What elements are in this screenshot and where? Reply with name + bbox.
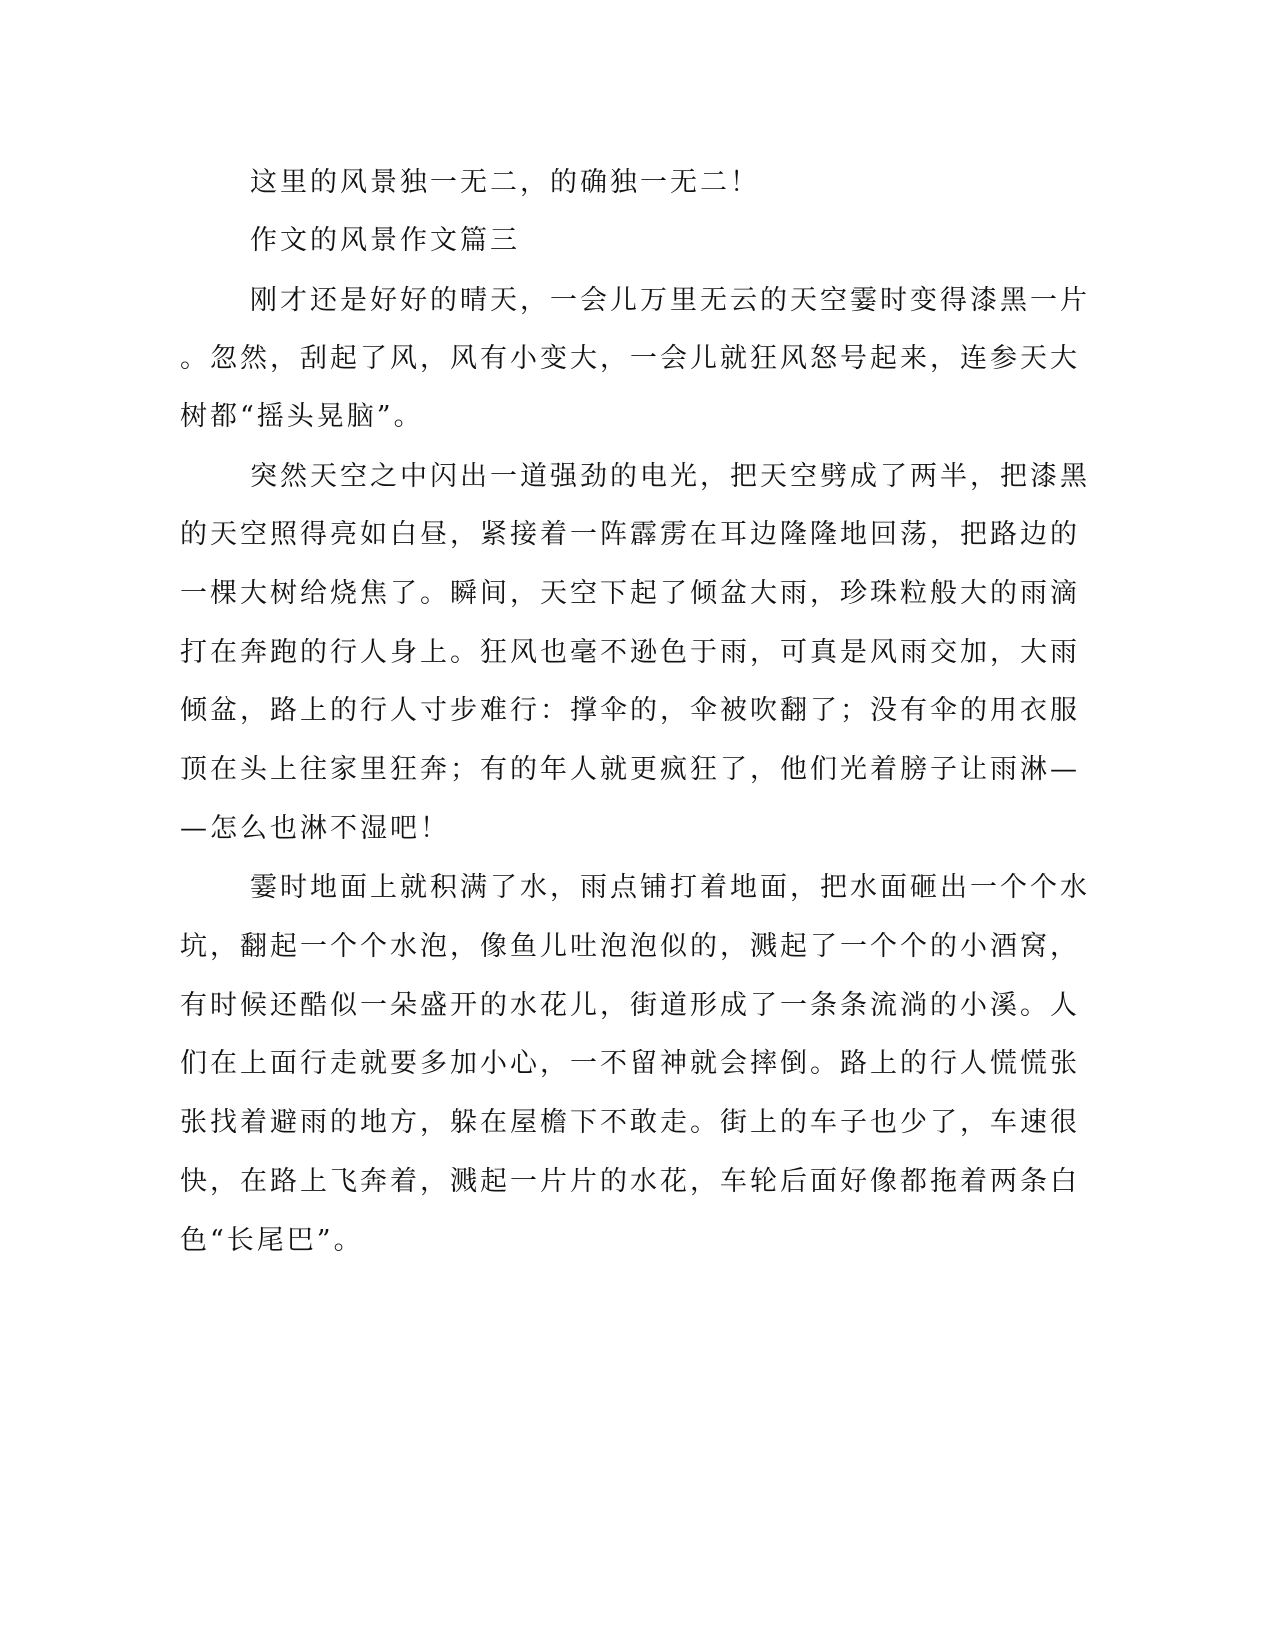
paragraph-3-line-6: 快，在路上飞奔着，溅起一片片的水花，车轮后面好像都拖着两条白 [180,1166,1080,1197]
paragraph-3-line-7: 色“长尾巴”。 [180,1225,364,1256]
paragraph-2-line-7: —怎么也淋不湿吧！ [180,813,450,844]
section-title: 作文的风景作文篇三 [250,225,520,256]
paragraph-2-line-1: 突然天空之中闪出一道强劲的电光，把天空劈成了两半，把漆黑 [250,461,1090,492]
paragraph-3-line-5: 张找着避雨的地方，躲在屋檐下不敢走。街上的车子也少了，车速很 [180,1107,1080,1138]
paragraph-1-line-3: 树都“摇头晃脑”。 [180,401,424,432]
paragraph-3-line-4: 们在上面行走就要多加小心，一不留神就会摔倒。路上的行人慌慌张 [180,1048,1080,1079]
paragraph-3-line-3: 有时候还酷似一朵盛开的水花儿，街道形成了一条条流淌的小溪。人 [180,990,1080,1021]
paragraph-2-line-5: 倾盆，路上的行人寸步难行：撑伞的，伞被吹翻了；没有伞的用衣服 [180,695,1080,726]
paragraph-3-line-2: 坑，翻起一个个水泡，像鱼儿吐泡泡似的，溅起了一个个的小酒窝， [180,931,1080,962]
closing-line: 这里的风景独一无二，的确独一无二！ [250,167,760,198]
paragraph-1-line-1: 刚才还是好好的晴天，一会儿万里无云的天空霎时变得漆黑一片 [250,285,1090,316]
paragraph-2-line-2: 的天空照得亮如白昼，紧接着一阵霹雳在耳边隆隆地回荡，把路边的 [180,519,1080,550]
paragraph-1-line-2: 。忽然，刮起了风，风有小变大，一会儿就狂风怒号起来，连参天大 [180,343,1080,374]
paragraph-3-line-1: 霎时地面上就积满了水，雨点铺打着地面，把水面砸出一个个水 [250,872,1090,903]
paragraph-2-line-4: 打在奔跑的行人身上。狂风也毫不逊色于雨，可真是风雨交加，大雨 [180,637,1080,668]
paragraph-2-line-3: 一棵大树给烧焦了。瞬间，天空下起了倾盆大雨，珍珠粒般大的雨滴 [180,578,1080,609]
paragraph-2-line-6: 顶在头上往家里狂奔；有的年人就更疯狂了，他们光着膀子让雨淋— [180,754,1080,785]
